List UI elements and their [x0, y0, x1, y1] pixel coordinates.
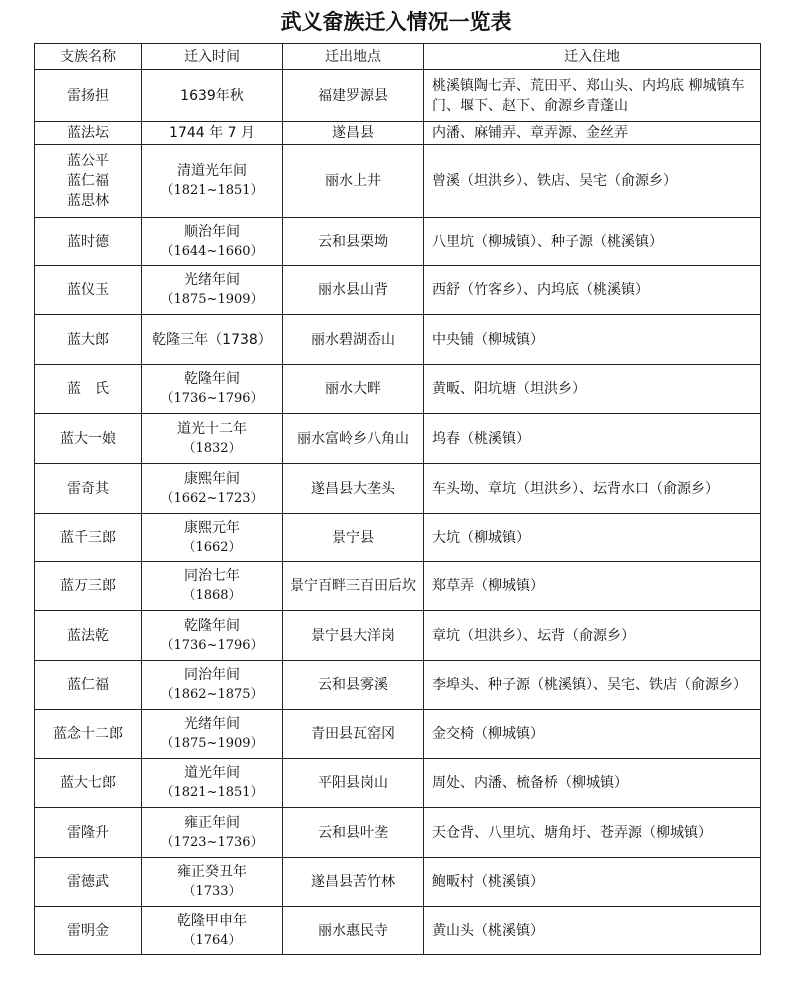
- branch-name: 蓝大郎: [67, 331, 109, 348]
- time-years: （1733）: [182, 884, 242, 899]
- time-period: 乾隆甲申年: [177, 912, 247, 929]
- time-years: （1862~1875）: [160, 687, 264, 702]
- destination-cell: 黄畈、阳坑塘（坦洪乡）: [424, 365, 761, 414]
- origin-cell: 遂昌县: [283, 122, 424, 145]
- time-years: （1764）: [182, 932, 242, 948]
- time-cell: [142, 122, 283, 145]
- origin-cell: 景宁县: [283, 514, 424, 562]
- branch-cell: [35, 661, 142, 710]
- branch-cell: [35, 365, 142, 414]
- time-period: 乾隆三年（1738）: [152, 331, 272, 348]
- branch-name: 蓝法坛: [67, 125, 109, 141]
- origin-cell: 平阳县岗山: [283, 759, 424, 808]
- time-period: 清道光年间: [177, 163, 247, 179]
- time-period: 1639年秋: [180, 87, 244, 104]
- origin-cell: 丽水县山背: [283, 266, 424, 315]
- origin-cell: 丽水碧湖岙山: [283, 315, 424, 365]
- branch-name: 蓝仁福: [67, 677, 109, 693]
- time-years: （1662~1723）: [160, 490, 264, 506]
- time-years: （1644~1660）: [160, 243, 264, 259]
- time-period: 道光年间: [184, 765, 240, 781]
- branch-cell: [35, 464, 142, 514]
- branch-cell: [35, 858, 142, 907]
- destination-cell: 桃溪镇陶七弄、荒田平、郑山头、内坞底 柳城镇车门、堰下、赵下、俞源乡青蓬山: [424, 70, 761, 122]
- table-row: [35, 266, 761, 315]
- time-cell: [142, 414, 283, 464]
- time-cell: [142, 315, 283, 365]
- time-cell: [142, 710, 283, 759]
- origin-cell: 丽水富岭乡八角山: [283, 414, 424, 464]
- branch-cell: [35, 710, 142, 759]
- destination-cell: 章坑（坦洪乡）、坛背（俞源乡）: [424, 611, 761, 661]
- destination-cell: 坞春（桃溪镇）: [424, 414, 761, 464]
- destination-cell: 大坑（柳城镇）: [424, 514, 761, 562]
- origin-cell: 景宁百畔三百田后坎: [283, 562, 424, 611]
- table-title: 武义畲族迁入情况一览表: [280, 10, 512, 34]
- time-period: 雍正年间: [184, 814, 240, 831]
- branch-cell: [35, 218, 142, 266]
- time-period: 光绪年间: [184, 272, 240, 288]
- branch-cell: [35, 266, 142, 315]
- time-period: 同治七年: [184, 568, 240, 584]
- branch-name: 雷德武: [67, 874, 109, 890]
- time-cell: [142, 562, 283, 611]
- table-row: [35, 365, 761, 414]
- time-period: 1744 年 7 月: [169, 125, 255, 141]
- table-row: [35, 858, 761, 907]
- header-origin: 迁出地点: [283, 44, 424, 70]
- origin-cell: 景宁县大洋岗: [283, 611, 424, 661]
- table-row: [35, 661, 761, 710]
- time-cell: [142, 266, 283, 315]
- destination-cell: 曾溪（坦洪乡）、铁店、吴宅（俞源乡）: [424, 145, 761, 218]
- table-row: [35, 611, 761, 661]
- branch-cell: [35, 808, 142, 858]
- branch-cell: [35, 611, 142, 661]
- branch-name: 蓝仁福: [67, 173, 109, 189]
- table-row: [35, 70, 761, 122]
- branch-name: 雷明金: [67, 922, 109, 939]
- origin-cell: 丽水上井: [283, 145, 424, 218]
- destination-cell: 西舒（竹客乡）、内坞底（桃溪镇）: [424, 266, 761, 315]
- time-period: 顺治年间: [184, 223, 240, 240]
- branch-name: 蓝时德: [67, 233, 109, 250]
- destination-cell: 中央铺（柳城镇）: [424, 315, 761, 365]
- table-row: [35, 562, 761, 611]
- time-years: （1821~1851）: [160, 183, 264, 198]
- time-period: 同治年间: [184, 667, 240, 683]
- origin-cell: 遂昌县苦竹林: [283, 858, 424, 907]
- branch-cell: [35, 145, 142, 218]
- origin-cell: 云和县叶垄: [283, 808, 424, 858]
- branch-cell: [35, 414, 142, 464]
- origin-cell: 青田县瓦窑冈: [283, 710, 424, 759]
- branch-name: 蓝法乾: [67, 627, 109, 644]
- branch-name: 蓝万三郎: [60, 578, 116, 594]
- branch-cell: [35, 562, 142, 611]
- origin-cell: 云和县雾溪: [283, 661, 424, 710]
- destination-cell: 黄山头（桃溪镇）: [424, 907, 761, 955]
- branch-cell: [35, 315, 142, 365]
- header-destination: 迁入住地: [424, 44, 761, 70]
- branch-name: 蓝大一娘: [60, 430, 116, 447]
- table-row: [35, 315, 761, 365]
- destination-cell: 天仓背、八里坑、塘角圩、苍弄源（柳城镇）: [424, 808, 761, 858]
- table-row: [35, 464, 761, 514]
- branch-name: 蓝思林: [67, 193, 109, 209]
- branch-name: 蓝仪玉: [67, 282, 109, 298]
- time-years: （1875~1909）: [160, 292, 264, 307]
- time-cell: [142, 464, 283, 514]
- time-years: （1868）: [182, 588, 242, 603]
- time-cell: [142, 145, 283, 218]
- table-row: [35, 514, 761, 562]
- destination-cell: 金交椅（柳城镇）: [424, 710, 761, 759]
- time-cell: [142, 70, 283, 122]
- time-cell: [142, 808, 283, 858]
- branch-name: 蓝念十二郎: [53, 726, 123, 742]
- table-row: [35, 145, 761, 218]
- time-cell: [142, 218, 283, 266]
- time-years: （1875~1909）: [160, 736, 264, 751]
- destination-cell: 李埠头、种子源（桃溪镇）、吴宅、铁店（俞源乡）: [424, 661, 761, 710]
- time-cell: [142, 907, 283, 955]
- table-header-row: [35, 44, 761, 70]
- time-period: 康熙年间: [184, 470, 240, 487]
- time-cell: [142, 365, 283, 414]
- origin-cell: 丽水惠民寺: [283, 907, 424, 955]
- time-period: 雍正癸丑年: [177, 864, 247, 880]
- destination-cell: 内潘、麻铺弄、章弄源、金丝弄: [424, 122, 761, 145]
- branch-name: 雷扬担: [67, 87, 109, 104]
- time-period: 乾隆年间: [184, 617, 240, 634]
- time-years: （1821~1851）: [160, 785, 264, 800]
- branch-name: 雷奇其: [67, 480, 109, 497]
- branch-cell: [35, 907, 142, 955]
- time-years: （1662）: [182, 539, 242, 555]
- origin-cell: 遂昌县大垄头: [283, 464, 424, 514]
- table-row: [35, 414, 761, 464]
- table-row: [35, 907, 761, 955]
- branch-name: 蓝公平: [67, 153, 109, 169]
- table-row: [35, 710, 761, 759]
- branch-cell: [35, 70, 142, 122]
- branch-cell: [35, 514, 142, 562]
- destination-cell: 八里坑（柳城镇）、种子源（桃溪镇）: [424, 218, 761, 266]
- origin-cell: 云和县栗坳: [283, 218, 424, 266]
- time-cell: [142, 858, 283, 907]
- time-cell: [142, 514, 283, 562]
- origin-cell: 福建罗源县: [283, 70, 424, 122]
- migration-table: [34, 43, 761, 955]
- table-row: [35, 808, 761, 858]
- destination-cell: 郑草弄（柳城镇）: [424, 562, 761, 611]
- branch-name: 蓝大七郎: [60, 775, 116, 791]
- header-time: 迁入时间: [142, 44, 283, 70]
- branch-cell: [35, 759, 142, 808]
- time-period: 乾隆年间: [184, 371, 240, 387]
- header-branch: 支族名称: [35, 44, 142, 70]
- branch-name: 雷隆升: [67, 824, 109, 841]
- table-row: [35, 218, 761, 266]
- table-row: [35, 122, 761, 145]
- destination-cell: 鲍畈村（桃溪镇）: [424, 858, 761, 907]
- time-years: （1736~1796）: [160, 637, 264, 653]
- time-period: 光绪年间: [184, 716, 240, 732]
- time-period: 道光十二年: [177, 420, 247, 437]
- time-period: 康熙元年: [184, 519, 240, 536]
- origin-cell: 丽水大畔: [283, 365, 424, 414]
- branch-name: 蓝千三郎: [60, 529, 116, 546]
- table-body: [35, 70, 761, 955]
- destination-cell: 周处、内潘、梳备桥（柳城镇）: [424, 759, 761, 808]
- destination-cell: 车头坳、章坑（坦洪乡）、坛背水口（俞源乡）: [424, 464, 761, 514]
- time-cell: [142, 661, 283, 710]
- branch-cell: [35, 122, 142, 145]
- branch-name: 蓝 氏: [67, 381, 109, 397]
- time-years: （1723~1736）: [160, 834, 264, 850]
- time-years: （1736~1796）: [160, 391, 264, 406]
- time-cell: [142, 759, 283, 808]
- time-years: （1832）: [182, 440, 242, 456]
- time-cell: [142, 611, 283, 661]
- table-row: [35, 759, 761, 808]
